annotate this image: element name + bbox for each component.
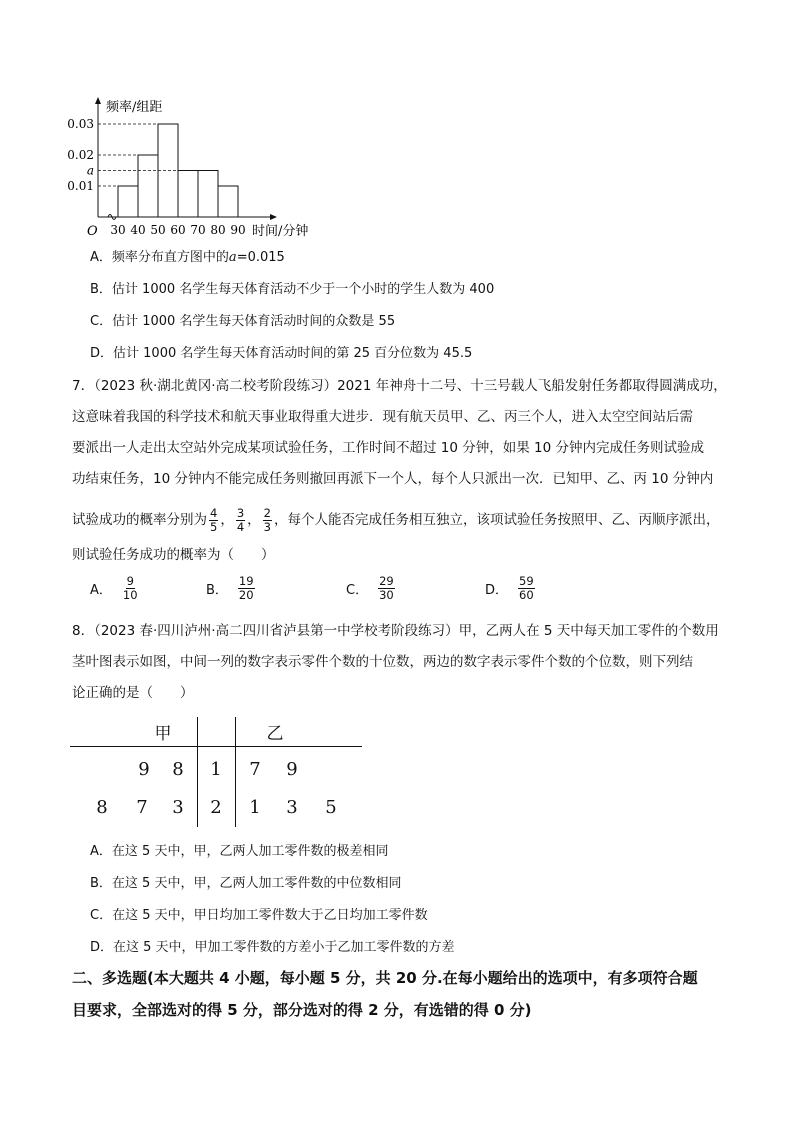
- y-tick-label: 0.01: [67, 179, 94, 193]
- q7-line-1: 7．（2023 秋·湖北黄冈·高二校考阶段练习）2021 年神舟十二号、十三号载人飞船发射任务都取得圆满成功，: [72, 378, 727, 394]
- x-tick-label: 70: [190, 223, 206, 237]
- header-yi: 乙: [266, 724, 284, 744]
- q7-line-4: 功结束任务，10 分钟内不能完成任务则撤回再派下一个人，每个人只派出一次．已知甲、乙、丙 10 分钟内: [72, 471, 714, 487]
- q8-option-d[interactable]: D．在这 5 天中，甲加工零件数的方差小于乙加工零件数的方差: [90, 940, 455, 955]
- q7-option-c[interactable]: C． $\frac{29}{30}$: [346, 574, 394, 602]
- y-tick-label: 0.02: [67, 148, 94, 162]
- q7-line-6: 则试验任务成功的概率为（ ）: [72, 547, 275, 563]
- histogram-bar-70-80: [198, 171, 218, 218]
- histogram-bar-80-90: [218, 186, 238, 217]
- q6-option-b[interactable]: B．估计 1000 名学生每天体育活动不少于一个小时的学生人数为 400: [90, 282, 495, 297]
- header-jia: 甲: [154, 724, 172, 744]
- q7-option-b[interactable]: B． $\frac{19}{20}$: [206, 574, 254, 602]
- leaf: 5: [325, 797, 337, 818]
- q8-line-1: 8．（2023 春·四川泸州·高二四川省泸县第一中学校考阶段练习）甲，乙两人在 5 天中每天加工零件的个数用: [72, 623, 719, 639]
- q7-line-3: 要派出一人走出太空站外完成某项试验任务，工作时间不超过 10 分钟，如果 10 分钟内完成任务则试验成: [72, 440, 705, 456]
- leaf: 9: [286, 759, 298, 780]
- section-2-heading-line-2: 目要求，全部选对的得 5 分，部分选对的得 2 分，有选错的得 0 分): [72, 1001, 532, 1019]
- q8-option-b[interactable]: B．在这 5 天中，甲，乙两人加工零件数的中位数相同: [90, 876, 402, 891]
- fraction-bing: $\frac{2}{3}$: [263, 505, 271, 534]
- leaf: 3: [172, 797, 184, 818]
- leaf: 7: [249, 759, 261, 780]
- x-axis-label: 时间/分钟: [252, 224, 309, 239]
- q7-option-a[interactable]: A． $\frac{9}{10}$: [90, 574, 138, 602]
- y-tick-label: a: [86, 163, 94, 178]
- x-tick-label: 90: [230, 223, 246, 237]
- q7-option-d[interactable]: D． $\frac{59}{60}$: [485, 574, 534, 602]
- q8-line-3: 论正确的是（ ）: [72, 685, 194, 701]
- q6-option-a[interactable]: A．频率分布直方图中的a=0.015: [90, 250, 285, 265]
- stem-divider-left: [197, 717, 198, 827]
- x-tick-label: 40: [130, 223, 146, 237]
- section-2-heading-line-1: 二、多选题(本大题共 4 小题，每小题 5 分，共 20 分.在每小题给出的选项中，有多项符合题: [72, 969, 698, 987]
- q8-option-a[interactable]: A．在这 5 天中，甲，乙两人加工零件数的极差相同: [90, 844, 389, 859]
- q6-option-c[interactable]: C．估计 1000 名学生每天体育活动时间的众数是 55: [90, 314, 396, 329]
- x-tick-label: 80: [210, 223, 226, 237]
- frequency-histogram: [60, 92, 330, 244]
- leaf: 8: [172, 759, 184, 780]
- stem-leaf-plot: [70, 717, 365, 829]
- y-axis-label: 频率/组距: [106, 100, 163, 115]
- leaf: 1: [249, 797, 261, 818]
- x-tick-label: 30: [110, 223, 126, 237]
- q7-line-2: 这意味着我国的科学技术和航天事业取得重大进步．现有航天员甲、乙、丙三个人，进入太空空间站后需: [72, 409, 693, 425]
- leaf: 3: [286, 797, 298, 818]
- leaf: 7: [136, 797, 148, 818]
- q6-option-d[interactable]: D．估计 1000 名学生每天体育活动时间的第 25 百分位数为 45.5: [90, 346, 473, 361]
- header-divider: [70, 746, 362, 747]
- stem-divider-right: [235, 717, 236, 827]
- q7-line-5: 试验成功的概率分别为 $\frac{4}{5}$ ， $\frac{3}{4}$ ， $\frac{2}{3}$ ，每个人能否完成任务相互独立，该项试验任务按照甲、乙、丙顺序派出，: [72, 505, 720, 534]
- x-tick-label: 60: [170, 223, 186, 237]
- stem: 2: [210, 797, 222, 818]
- fraction-yi: $\frac{3}{4}$: [236, 505, 245, 534]
- fraction-jia: $\frac{4}{5}$: [210, 505, 218, 534]
- leaf: 9: [138, 759, 150, 780]
- x-tick-label: 50: [150, 223, 166, 237]
- histogram-bar-40-50: [138, 155, 158, 217]
- q8-option-c[interactable]: C．在这 5 天中，甲日均加工零件数大于乙日均加工零件数: [90, 908, 428, 923]
- q8-line-2: 茎叶图表示如图，中间一列的数字表示零件个数的十位数，两边的数字表示零件个数的个位数，则下列结: [72, 654, 693, 670]
- histogram-bar-60-70: [178, 171, 198, 218]
- origin-label: O: [87, 224, 98, 239]
- y-tick-label: 0.03: [67, 117, 94, 131]
- stem: 1: [210, 759, 222, 780]
- leaf: 8: [96, 797, 108, 818]
- histogram-bar-30-40: [118, 186, 138, 217]
